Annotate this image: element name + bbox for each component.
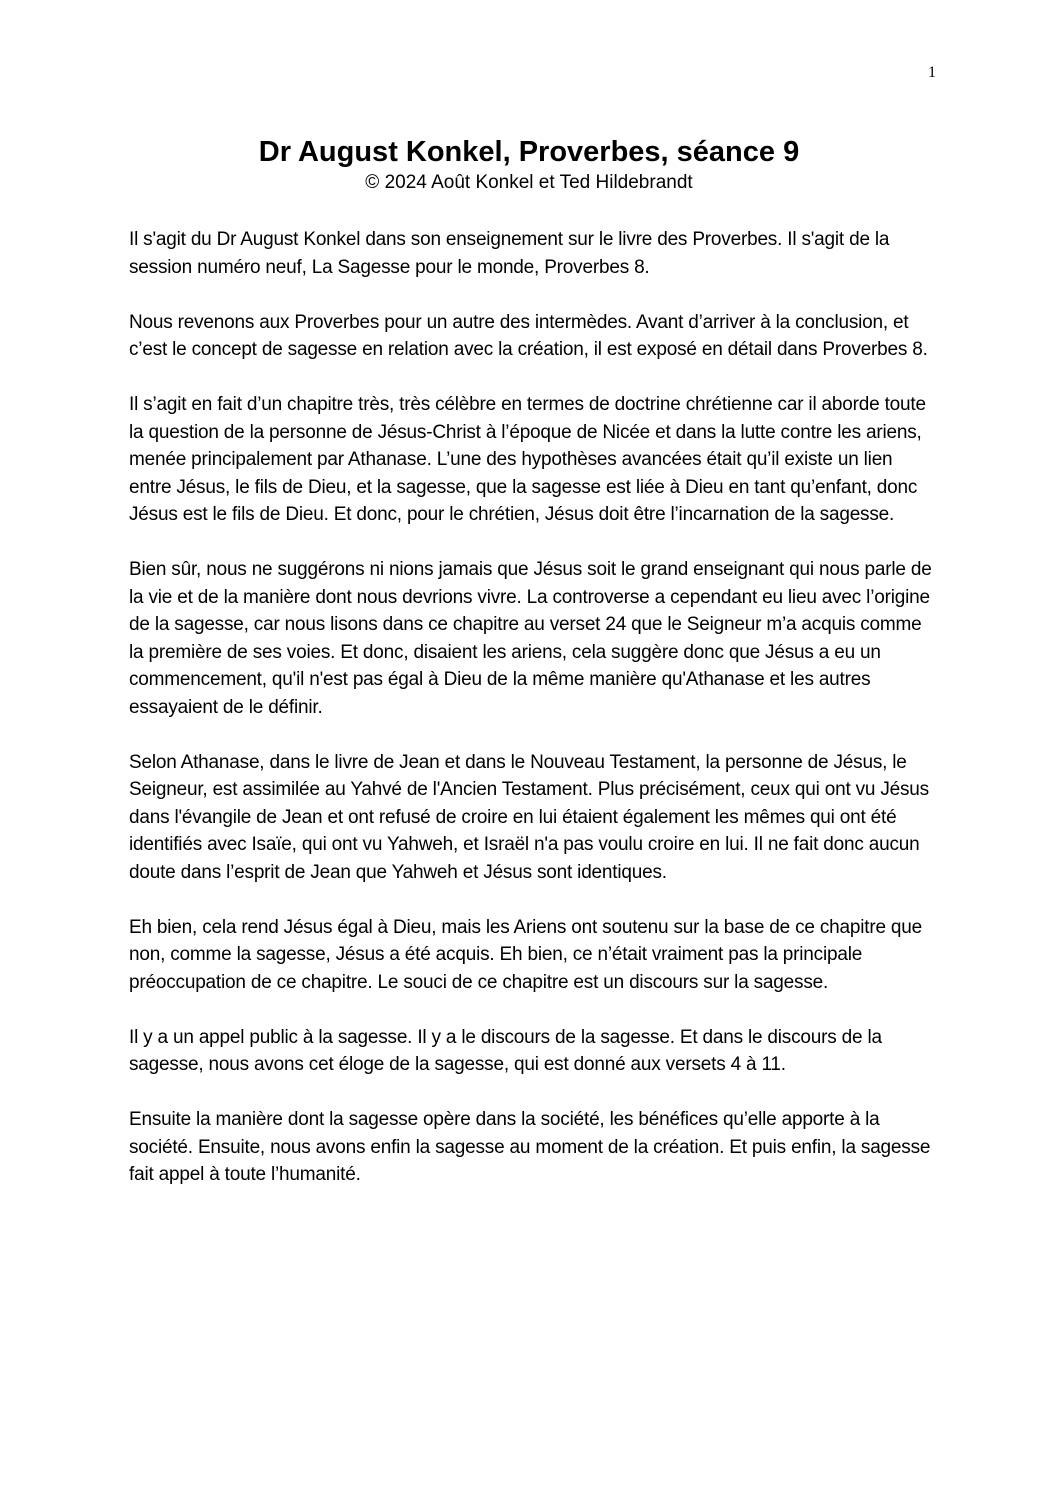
- paragraph: Selon Athanase, dans le livre de Jean et dans le Nouveau Testament, la personne de Jésus, le Seigneur, est assimilée au Yahvé de l'Ancien Testament. Plus précisément, ceux qui ont vu Jésus dans l'évangile de Jean et ont refusé de croire en lui étaient également les mêmes qui ont été identifiés avec Isaïe, qui ont vu Yahweh, et Israël n'a pas voulu croire en lui. Il ne fait donc aucun doute dans l’esprit de Jean que Yahweh et Jésus sont identiques.: [129, 751, 929, 883]
- paragraph: Il s'agit du Dr August Konkel dans son enseignement sur le livre des Proverbes. Il s'agit de la session numéro neuf, La Sagesse pour le monde, Proverbes 8.: [129, 229, 890, 278]
- paragraph: Nous revenons aux Proverbes pour un autre des intermèdes. Avant d’arriver à la conclusion, et c’est le concept de sagesse en relation avec la création, il est exposé en détail dans Proverbes 8.: [129, 311, 928, 360]
- page-number: 1: [928, 64, 936, 81]
- paragraph: Il y a un appel public à la sagesse. Il y a le discours de la sagesse. Et dans le discours de la sagesse, nous avons cet éloge de la sagesse, qui est donné aux versets 4 à 11.: [129, 1026, 882, 1075]
- document-body: [129, 226, 939, 1216]
- paragraph: Ensuite la manière dont la sagesse opère dans la société, les bénéfices qu’elle apporte à la société. Ensuite, nous avons enfin la sagesse au moment de la création. Et puis enfin, la sagesse fait appel à toute l’humanité.: [129, 1109, 931, 1185]
- document-title: Dr August Konkel, Proverbes, séance 9: [258, 136, 800, 168]
- paragraph: Il s’agit en fait d’un chapitre très, très célèbre en termes de doctrine chrétienne car il aborde toute la question de la personne de Jésus-Christ à l’époque de Nicée et dans la lutte contre les ariens, menée principalement par Athanase. L’une des hypothèses avancées était qu’il existe un lien entre Jésus, le fils de Dieu, et la sagesse, que la sagesse est liée à Dieu en tant qu’enfant, donc Jésus est le fils de Dieu. Et donc, pour le chrétien, Jésus doit être l’incarnation de la sagesse.: [129, 394, 926, 525]
- copyright-line: © 2024 Août Konkel et Ted Hildebrandt: [365, 172, 693, 193]
- paragraph: Eh bien, cela rend Jésus égal à Dieu, mais les Ariens ont soutenu sur la base de ce chapitre que non, comme la sagesse, Jésus a été acquis. Eh bien, ce n’était vraiment pas la principale préoccupation de ce chapitre. Le souci de ce chapitre est un discours sur la sagesse.: [129, 916, 923, 993]
- document-header: [0, 134, 1058, 196]
- paragraph: Bien sûr, nous ne suggérons ni nions jamais que Jésus soit le grand enseignant qui nous parle de la vie et de la manière dont nous devrions vivre. La controverse a cependant eu lieu avec l’origine de la sagesse, car nous lisons dans ce chapitre au verset 24 que le Seigneur m’a acquis comme la première de ses voies. Et donc, disaient les ariens, cela suggère donc que Jésus a eu un commencement, qu'il n'est pas égal à Dieu de la même manière qu'Athanase et les autres essayaient de le définir.: [129, 559, 932, 718]
